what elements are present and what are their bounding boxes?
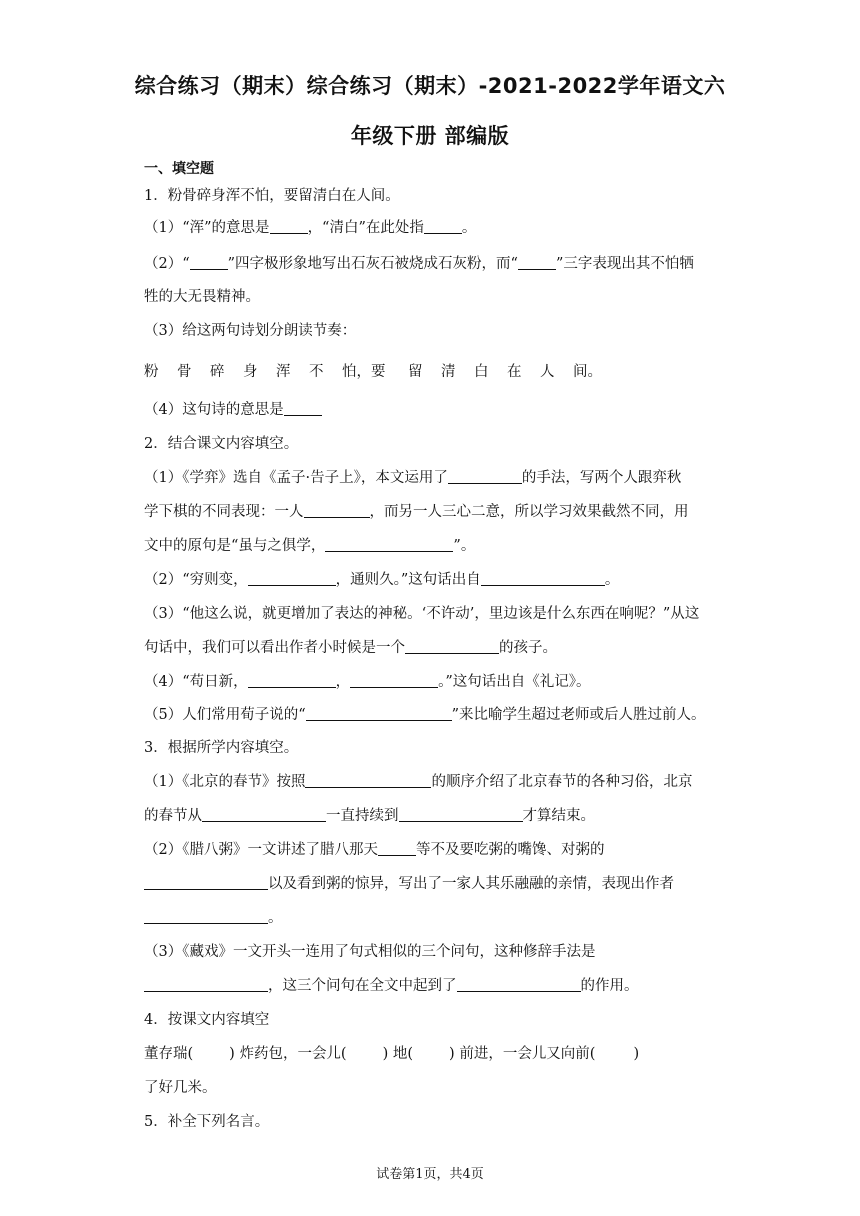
question-3-part-3: （3）《藏戏》一文开头一连用了句式相似的三个问句，这种修辞手法是 bbox=[144, 944, 596, 960]
blank[interactable] bbox=[457, 977, 581, 992]
blank[interactable] bbox=[202, 807, 326, 822]
question-1-part-4: （4）这句诗的意思是 bbox=[144, 401, 322, 419]
blank[interactable] bbox=[518, 255, 556, 270]
question-3-part-3-cont: ，这三个问句在全文中起到了 的作用。 bbox=[144, 977, 639, 995]
question-3-part-1: （1）《北京的春节》按照 的顺序介绍了北京春节的各种习俗，北京 bbox=[144, 774, 693, 790]
blank[interactable] bbox=[325, 537, 453, 552]
question-2-stem: 2．结合课文内容填空。 bbox=[144, 436, 299, 452]
blank[interactable] bbox=[424, 219, 462, 234]
question-2-part-5: （5）人们常用荀子说的“ ”来比喻学生超过老师或后人胜过前人。 bbox=[144, 707, 706, 723]
question-2-part-2: （2）“穷则变， ，通则久。”这句话出自 。 bbox=[144, 572, 620, 588]
question-4-line: 董存瑞( ) 炸药包，一会儿( ) 地( ) 前进，一会儿又向前( ) bbox=[144, 1046, 640, 1062]
blank[interactable] bbox=[448, 469, 522, 484]
question-2-part-3: （3）“他这么说，就更增加了表达的神秘。‘不许动’，里边该是什么东西在响呢？”从这 bbox=[144, 606, 700, 622]
question-2-part-1-cont2: 文中的原句是“虽与之俱学， ”。 bbox=[144, 538, 476, 554]
blank[interactable] bbox=[144, 875, 268, 890]
question-3-part-2-cont2: 。 bbox=[144, 909, 283, 927]
question-4-line-cont: 了好几米。 bbox=[144, 1080, 217, 1096]
blank[interactable] bbox=[306, 706, 452, 721]
question-2-part-3-cont: 句话中，我们可以看出作者小时候是一个 的孩子。 bbox=[144, 640, 557, 656]
question-5-stem: 5．补全下列名言。 bbox=[144, 1114, 270, 1130]
blank[interactable] bbox=[284, 401, 322, 416]
question-3-part-2-cont: 以及看到粥的惊异，写出了一家人其乐融融的亲情，表现出作者 bbox=[144, 875, 674, 893]
blank[interactable] bbox=[350, 673, 438, 688]
blank[interactable] bbox=[304, 503, 370, 518]
blank[interactable] bbox=[305, 773, 431, 788]
question-4-stem: 4．按课文内容填空 bbox=[144, 1012, 270, 1028]
blank[interactable] bbox=[144, 909, 268, 924]
blank[interactable] bbox=[248, 673, 336, 688]
blank[interactable] bbox=[405, 639, 499, 654]
blank[interactable] bbox=[248, 571, 336, 586]
poem-rhythm-line: 粉 骨 碎 身 浑 不 怕，要 留 清 白 在 人 间。 bbox=[144, 364, 602, 380]
page-footer: 试卷第1页，共4页 bbox=[376, 1167, 484, 1182]
page-title-line2: 年级下册 部编版 bbox=[350, 124, 510, 148]
question-2-part-1-cont: 学下棋的不同表现：一人 ，而另一人三心二意，所以学习效果截然不同，用 bbox=[144, 504, 689, 520]
question-1-part-1: （1）“浑”的意思是 ，“清白”在此处指 。 bbox=[144, 220, 477, 236]
blank[interactable] bbox=[190, 255, 228, 270]
question-3-part-1-cont: 的春节从 一直持续到 才算结束。 bbox=[144, 808, 595, 824]
blank[interactable] bbox=[399, 807, 523, 822]
blank[interactable] bbox=[481, 571, 605, 586]
question-2-part-1: （1）《学弈》选自《孟子·告子上》，本文运用了 的手法，写两个人跟弈秋 bbox=[144, 470, 682, 486]
question-1-part-2-cont: 牲的大无畏精神。 bbox=[144, 289, 260, 305]
blank[interactable] bbox=[144, 977, 268, 992]
question-3-part-2: （2）《腊八粥》一文讲述了腊八那天 等不及要吃粥的嘴馋、对粥的 bbox=[144, 842, 605, 858]
blank[interactable] bbox=[378, 841, 416, 856]
section-heading: 一、填空题 bbox=[144, 161, 214, 177]
question-1-part-2: （2）“ ”四字极形象地写出石灰石被烧成石灰粉，而“ ”三字表现出其不怕牺 bbox=[144, 256, 694, 272]
question-1-part-3: （3）给这两句诗划分朗读节奏： bbox=[144, 323, 357, 339]
question-2-part-4: （4）“苟日新， ， 。”这句话出自《礼记》。 bbox=[144, 674, 591, 690]
page-title-line1: 综合练习（期末）综合练习（期末）-2021-2022学年语文六 bbox=[134, 74, 726, 98]
question-1-stem: 1．粉骨碎身浑不怕，要留清白在人间。 bbox=[144, 188, 400, 204]
question-3-stem: 3．根据所学内容填空。 bbox=[144, 740, 299, 756]
blank[interactable] bbox=[270, 219, 308, 234]
